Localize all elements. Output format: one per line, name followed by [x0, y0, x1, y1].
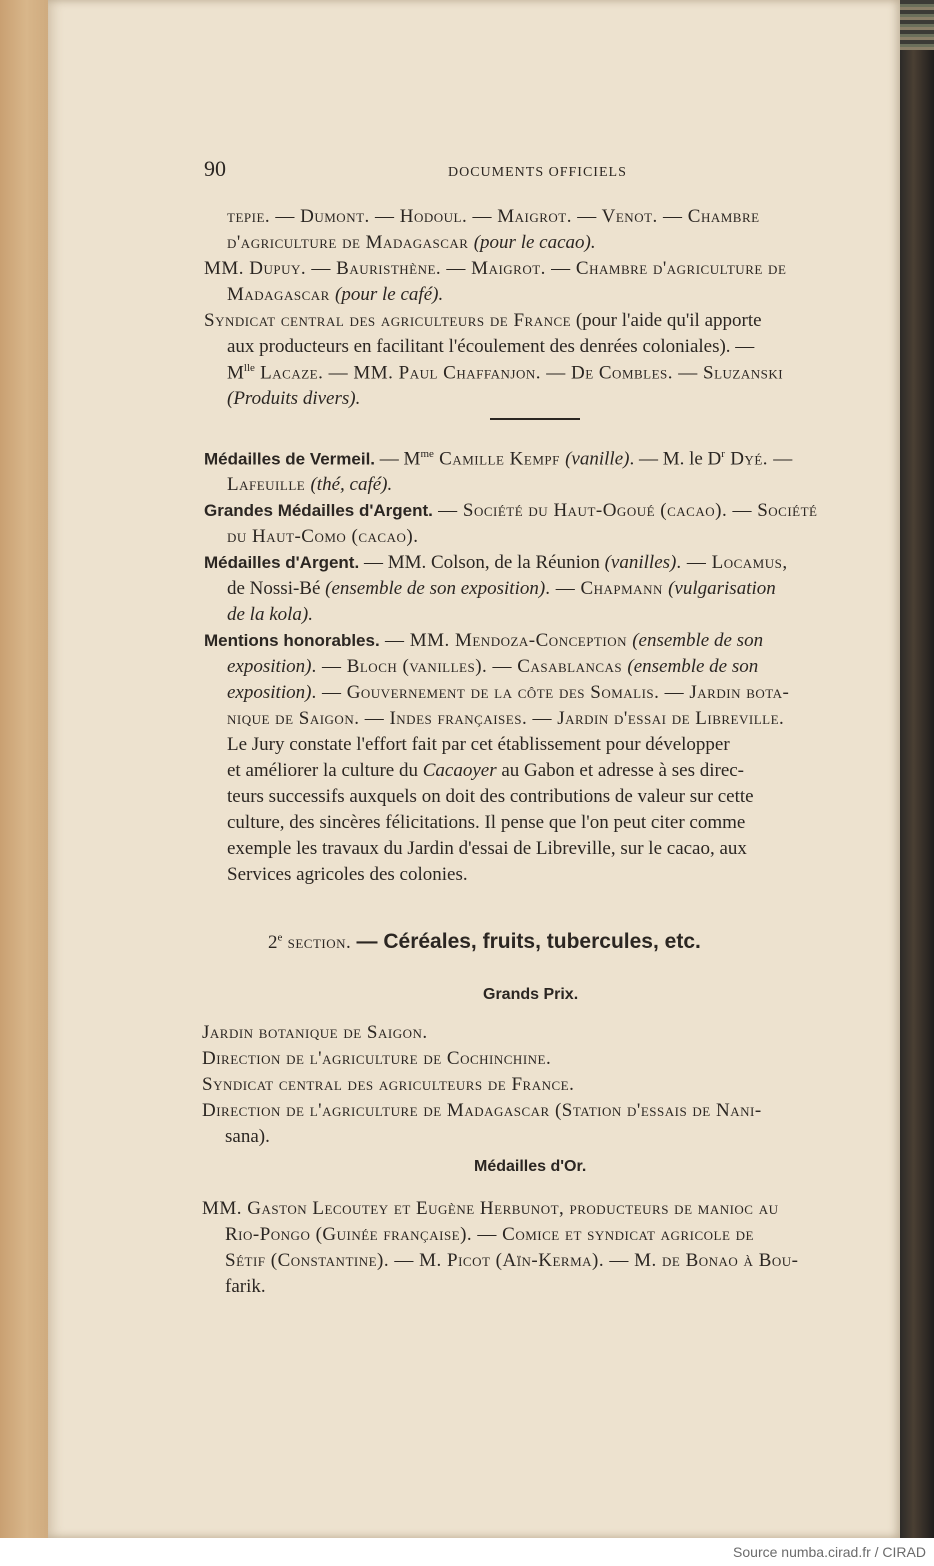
text-line: Le Jury constate l'effort fait par cet établissement pour développer	[227, 734, 730, 755]
argent-entry: Médailles d'Argent. — MM. Colson, de la Réunion (vanilles). — Locamus,	[204, 552, 788, 573]
text-line: (Produits divers).	[227, 388, 361, 409]
text-line: Services agricoles des colonies.	[227, 864, 468, 885]
text-line: MM. Dupuy. — Bauristhène. — Maigrot. — Chambre d'agriculture de	[204, 258, 787, 279]
grands-prix-heading: Grands Prix.	[483, 986, 579, 1003]
divider-rule	[490, 418, 580, 420]
spine-headband	[900, 0, 934, 50]
running-title: DOCUMENTS OFFICIELS	[448, 165, 627, 180]
book-spine	[900, 0, 934, 1538]
text-line: Sétif (Constantine). — M. Picot (Aïn-Kerma). — M. de Bonao à Bou-	[225, 1250, 799, 1271]
text-line: d'agriculture de Madagascar (pour le cacao).	[227, 232, 596, 253]
section-title: 2e section. — Céréales, fruits, tubercules, etc.	[268, 930, 701, 953]
text-line: Madagascar (pour le café).	[227, 284, 444, 305]
text-line: de la kola).	[227, 604, 314, 625]
mentions-entry: Mentions honorables. — MM. Mendoza-Conception (ensemble de son	[204, 630, 764, 651]
text-line: exposition). — Gouvernement de la côte des Somalis. — Jardin bota-	[227, 682, 790, 703]
scan-left-edge	[0, 0, 48, 1538]
argent-heading: Médailles d'Argent.	[204, 553, 360, 572]
text-line: Direction de l'agriculture de Cochinchine.	[202, 1048, 552, 1069]
text-line: Jardin botanique de Saigon.	[202, 1022, 428, 1043]
text-line: Rio-Pongo (Guinée française). — Comice et syndicat agricole de	[225, 1224, 754, 1245]
text-line: $M^{lle}$ Lacaze. — MM. Paul Chaffanjon. — De Combles. — Sluzanski	[227, 362, 784, 384]
text-line: Direction de l'agriculture de Madagascar (Station d'essais de Nani-	[202, 1100, 762, 1121]
text-line: exposition). — Bloch (vanilles). — Casablancas (ensemble de son	[227, 656, 759, 677]
text-line: et améliorer la culture du Cacaoyer au Gabon et adresse à ses direc-	[227, 760, 745, 781]
text-line: aux producteurs en facilitant l'écoulement des denrées coloniales). —	[227, 336, 755, 357]
text-line: nique de Saigon. — Indes françaises. — Jardin d'essai de Libreville.	[227, 708, 785, 729]
source-credit: Source numba.cirad.fr / CIRAD	[733, 1544, 926, 1560]
text-line: Syndicat central des agriculteurs de France (pour l'aide qu'il apporte	[204, 310, 762, 331]
medailles-or-heading: Médailles d'Or.	[474, 1158, 587, 1175]
text-line: farik.	[225, 1276, 266, 1297]
text-line: MM. Gaston Lecoutey et Eugène Herbunot, producteurs de manioc au	[202, 1198, 779, 1219]
text-line: du Haut-Como (cacao).	[227, 526, 419, 547]
text-line: tepie. — Dumont. — Hodoul. — Maigrot. — Venot. — Chambre	[227, 206, 760, 227]
vermeil-heading: Médailles de Vermeil.	[204, 449, 376, 469]
page-number: 90	[204, 156, 226, 181]
vermeil-entry: Médailles de Vermeil. — $M^{me}$ Camille Kempf (vanille). — M. le $D^r$ Dyé. —	[204, 448, 793, 470]
grand-argent-entry: Grandes Médailles d'Argent. — Société du Haut-Ogoué (cacao). — Société	[204, 500, 818, 521]
text-line: Lafeuille (thé, café).	[227, 474, 393, 495]
text-line: teurs successifs auxquels on doit des contributions de valeur sur cette	[227, 786, 754, 807]
text-line: culture, des sincères félicitations. Il pense que l'on peut citer comme	[227, 812, 746, 833]
mentions-heading: Mentions honorables.	[204, 631, 380, 650]
text-line: Syndicat central des agriculteurs de France.	[202, 1074, 575, 1095]
grand-argent-heading: Grandes Médailles d'Argent.	[204, 501, 433, 520]
text-line: de Nossi-Bé (ensemble de son exposition). — Chapmann (vulgarisation	[227, 578, 776, 599]
text-line: sana).	[225, 1126, 270, 1147]
text-line: exemple les travaux du Jardin d'essai de Libreville, sur le cacao, aux	[227, 838, 747, 859]
